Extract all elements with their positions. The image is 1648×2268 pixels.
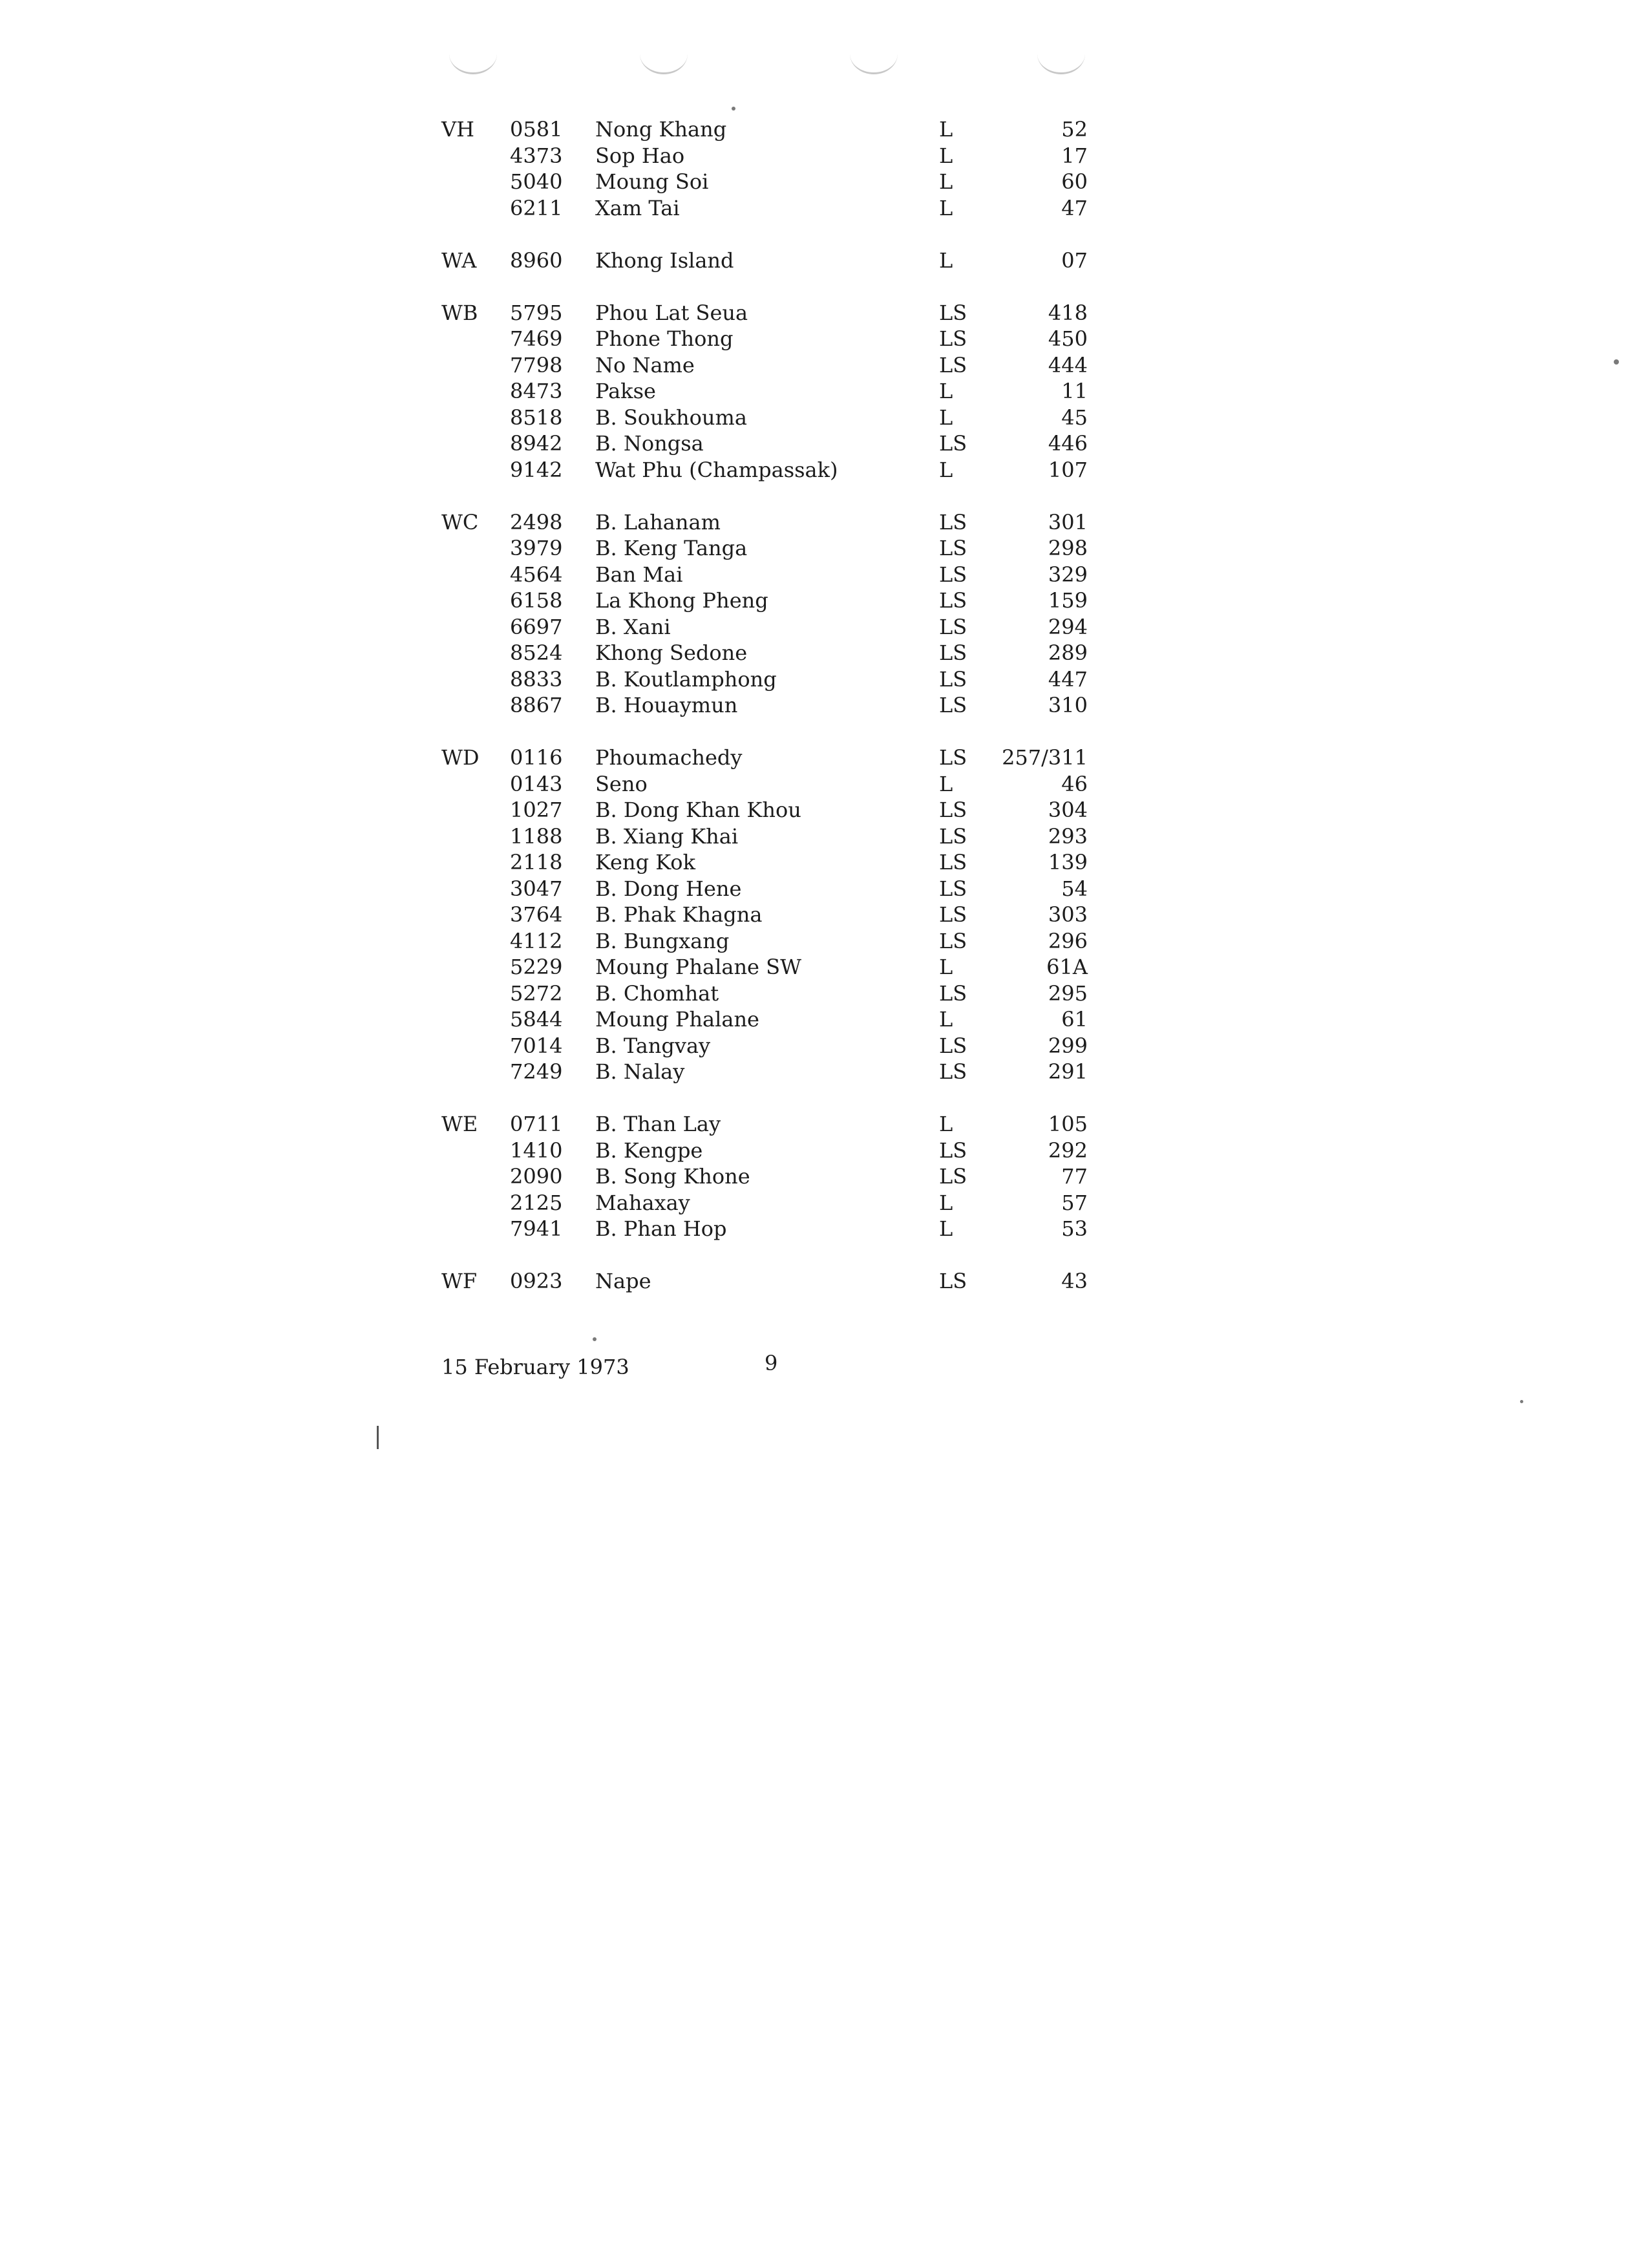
- site-number: 107: [1048, 457, 1088, 482]
- location-name: Moung Phalane SW: [595, 955, 801, 979]
- grid-number: 6158: [510, 588, 563, 613]
- site-number: 296: [1048, 928, 1088, 953]
- grid-number: 5229: [510, 955, 563, 979]
- table-row: [441, 614, 1101, 641]
- location-name: Khong Island: [595, 248, 734, 273]
- location-group: [441, 1111, 1101, 1242]
- grid-number: 7798: [510, 352, 563, 377]
- site-number: 45: [1061, 405, 1088, 430]
- location-name: Mahaxay: [595, 1190, 690, 1215]
- site-number: 298: [1048, 536, 1088, 560]
- punch-hole-mark: [449, 34, 497, 74]
- table-row: [441, 457, 1101, 483]
- location-name: Ban Mai: [595, 562, 683, 587]
- punch-hole-mark: [640, 34, 688, 74]
- table-row: [441, 195, 1101, 222]
- location-name: B. Nalay: [595, 1059, 685, 1084]
- location-group: [441, 116, 1101, 221]
- grid-number: 8473: [510, 379, 563, 403]
- grid-number: 5844: [510, 1007, 563, 1032]
- location-type: LS: [939, 352, 967, 377]
- site-number: 295: [1048, 980, 1088, 1006]
- site-number: 291: [1048, 1059, 1088, 1084]
- location-name: Moung Soi: [595, 169, 709, 194]
- table-row: [441, 535, 1101, 562]
- footer-date: 15 February 1973: [441, 1355, 629, 1379]
- table-row: [441, 1006, 1101, 1033]
- grid-number: 0581: [510, 117, 563, 142]
- table-row: [441, 588, 1101, 614]
- location-type: LS: [939, 509, 967, 535]
- dust-speck: [1520, 1400, 1523, 1403]
- table-row: [441, 1138, 1101, 1164]
- location-type: LS: [939, 588, 967, 613]
- group-prefix: WA: [441, 248, 477, 273]
- location-type: LS: [939, 1033, 967, 1058]
- location-type: L: [939, 405, 953, 430]
- grid-number: 8518: [510, 405, 563, 430]
- grid-number: 6697: [510, 614, 563, 639]
- site-number: 53: [1061, 1216, 1088, 1241]
- table-row: [441, 902, 1101, 928]
- table-row: [441, 666, 1101, 693]
- site-number: 77: [1061, 1164, 1088, 1189]
- table-row: [441, 143, 1101, 169]
- group-prefix: WF: [441, 1269, 478, 1293]
- grid-number: 6211: [510, 195, 563, 220]
- site-number: 292: [1048, 1138, 1088, 1163]
- punch-hole-mark: [1037, 34, 1085, 74]
- location-name: La Khong Pheng: [595, 588, 768, 613]
- table-row: [441, 1190, 1101, 1216]
- grid-number: 4373: [510, 143, 563, 168]
- table-row: [441, 326, 1101, 352]
- site-number: 57: [1061, 1190, 1088, 1215]
- table-row: [441, 378, 1101, 405]
- grid-number: 0143: [510, 771, 563, 796]
- location-type: LS: [939, 300, 967, 325]
- site-number: 52: [1061, 117, 1088, 142]
- table-row: [441, 849, 1101, 876]
- grid-number: 7014: [510, 1033, 563, 1058]
- site-number: 61: [1061, 1007, 1088, 1032]
- site-number: 444: [1048, 352, 1088, 377]
- site-number: 159: [1048, 588, 1088, 613]
- location-name: Sop Hao: [595, 143, 685, 168]
- table-row: [441, 692, 1101, 719]
- location-name: B. Houaymun: [595, 693, 738, 717]
- table-row: [441, 300, 1101, 326]
- table-row: [441, 405, 1101, 431]
- location-type: LS: [939, 536, 967, 560]
- table-row: [441, 954, 1101, 980]
- location-type: LS: [939, 902, 967, 927]
- location-name: Nape: [595, 1269, 651, 1293]
- grid-number: 5795: [510, 300, 563, 325]
- location-group: [441, 248, 1101, 274]
- location-name: B. Nongsa: [595, 431, 704, 456]
- location-type: LS: [939, 326, 967, 351]
- location-name: Phou Lat Seua: [595, 300, 748, 325]
- grid-number: 0711: [510, 1112, 563, 1136]
- site-number: 418: [1048, 300, 1088, 325]
- table-row: [441, 928, 1101, 955]
- location-type: LS: [939, 823, 967, 849]
- location-type: LS: [939, 693, 967, 717]
- location-name: Keng Kok: [595, 850, 695, 874]
- location-type: LS: [939, 431, 967, 456]
- table-row: [441, 1059, 1101, 1085]
- location-name: Wat Phu (Champassak): [595, 457, 838, 482]
- location-type: LS: [939, 641, 967, 665]
- location-name: Xam Tai: [595, 195, 680, 220]
- location-type: LS: [939, 1269, 967, 1293]
- location-group: [441, 745, 1101, 1085]
- location-name: B. Soukhouma: [595, 405, 747, 430]
- table-row: [441, 640, 1101, 666]
- table-row: [441, 797, 1101, 823]
- group-prefix: WD: [441, 745, 480, 770]
- location-type: L: [939, 248, 953, 273]
- site-number: 46: [1061, 771, 1088, 796]
- location-type: L: [939, 379, 953, 403]
- grid-number: 7941: [510, 1216, 563, 1241]
- grid-number: 4564: [510, 562, 563, 587]
- location-name: B. Koutlamphong: [595, 666, 777, 692]
- table-row: [441, 169, 1101, 195]
- location-name: B. Dong Hene: [595, 876, 742, 901]
- table-row: [441, 1033, 1101, 1059]
- group-prefix: WC: [441, 509, 479, 535]
- site-number: 60: [1061, 169, 1088, 194]
- table-row: [441, 509, 1101, 536]
- grid-number: 8942: [510, 431, 563, 456]
- site-number: 11: [1061, 379, 1088, 403]
- location-type: LS: [939, 1138, 967, 1163]
- location-type: LS: [939, 562, 967, 587]
- table-row: [441, 823, 1101, 850]
- grid-number: 7469: [510, 326, 563, 351]
- location-type: L: [939, 457, 953, 482]
- location-type: LS: [939, 980, 967, 1006]
- table-row: [441, 1216, 1101, 1242]
- grid-number: 8524: [510, 641, 563, 665]
- location-name: B. Kengpe: [595, 1138, 703, 1163]
- grid-number: 1410: [510, 1138, 563, 1163]
- site-number: 43: [1061, 1269, 1088, 1293]
- table-row: [441, 562, 1101, 588]
- location-group: [441, 509, 1101, 719]
- location-name: Khong Sedone: [595, 641, 748, 665]
- location-type: LS: [939, 928, 967, 953]
- dust-speck: [732, 107, 735, 111]
- location-type: L: [939, 955, 953, 979]
- location-type: L: [939, 195, 953, 220]
- grid-number: 7249: [510, 1059, 563, 1084]
- table-row: [441, 876, 1101, 902]
- dust-speck: [593, 1337, 597, 1341]
- margin-mark: [377, 1426, 379, 1449]
- grid-number: 1027: [510, 798, 563, 822]
- location-type: L: [939, 1112, 953, 1136]
- site-number: 17: [1061, 143, 1088, 168]
- location-name: B. Tangvay: [595, 1033, 711, 1058]
- location-name: B. Song Khone: [595, 1164, 750, 1189]
- location-type: L: [939, 117, 953, 142]
- table-row: [441, 430, 1101, 457]
- location-name: B. Bungxang: [595, 928, 730, 953]
- group-prefix: WE: [441, 1112, 478, 1136]
- grid-number: 8867: [510, 693, 563, 717]
- site-number: 446: [1048, 431, 1088, 456]
- location-name: Nong Khang: [595, 117, 727, 142]
- group-prefix: VH: [441, 117, 475, 142]
- location-type: LS: [939, 614, 967, 639]
- location-type: L: [939, 143, 953, 168]
- table-row: [441, 1268, 1101, 1295]
- location-name: No Name: [595, 352, 695, 377]
- grid-number: 2118: [510, 850, 563, 874]
- table-row: [441, 1111, 1101, 1138]
- table-row: [441, 771, 1101, 798]
- location-name: Phone Thong: [595, 326, 734, 351]
- grid-number: 3979: [510, 536, 563, 560]
- location-type: L: [939, 1190, 953, 1215]
- location-type: LS: [939, 745, 967, 770]
- location-type: LS: [939, 798, 967, 822]
- group-prefix: WB: [441, 300, 478, 325]
- site-number: 07: [1061, 248, 1088, 273]
- location-name: B. Phan Hop: [595, 1216, 727, 1241]
- site-number: 105: [1048, 1112, 1088, 1136]
- page-footer: [441, 1351, 778, 1380]
- dust-speck: [1614, 359, 1619, 365]
- location-name: B. Than Lay: [595, 1112, 721, 1136]
- site-number: 47: [1061, 195, 1088, 220]
- grid-number: 1188: [510, 823, 563, 849]
- table-row: [441, 116, 1101, 143]
- location-type: LS: [939, 850, 967, 874]
- site-number: 303: [1048, 902, 1088, 927]
- table-row: [441, 980, 1101, 1007]
- site-number: 294: [1048, 614, 1088, 639]
- page-number: 9: [765, 1351, 778, 1375]
- table-row: [441, 352, 1101, 379]
- location-name: Phoumachedy: [595, 745, 743, 770]
- grid-number: 2125: [510, 1190, 563, 1215]
- location-name: Pakse: [595, 379, 656, 403]
- grid-number: 2090: [510, 1164, 563, 1189]
- site-number: 289: [1048, 641, 1088, 665]
- grid-number: 4112: [510, 928, 563, 953]
- table-row: [441, 745, 1101, 771]
- location-type: LS: [939, 1164, 967, 1189]
- site-number: 54: [1061, 876, 1088, 901]
- location-name: B. Dong Khan Khou: [595, 798, 801, 822]
- grid-number: 8833: [510, 666, 563, 692]
- grid-number: 0116: [510, 745, 563, 770]
- location-table: [441, 116, 1101, 1320]
- location-group: [441, 1268, 1101, 1295]
- location-type: L: [939, 1216, 953, 1241]
- site-number: 301: [1048, 509, 1088, 535]
- location-name: B. Xani: [595, 614, 671, 639]
- site-number: 450: [1048, 326, 1088, 351]
- location-name: B. Keng Tanga: [595, 536, 748, 560]
- site-number: 257/311: [1002, 745, 1088, 770]
- grid-number: 0923: [510, 1269, 563, 1293]
- grid-number: 2498: [510, 509, 563, 535]
- site-number: 139: [1048, 850, 1088, 874]
- location-group: [441, 300, 1101, 483]
- punch-hole-mark: [850, 34, 898, 74]
- site-number: 304: [1048, 798, 1088, 822]
- location-type: L: [939, 771, 953, 796]
- grid-number: 3047: [510, 876, 563, 901]
- location-name: B. Phak Khagna: [595, 902, 763, 927]
- site-number: 447: [1048, 666, 1088, 692]
- site-number: 329: [1048, 562, 1088, 587]
- location-type: LS: [939, 1059, 967, 1084]
- site-number: 310: [1048, 693, 1088, 717]
- location-name: B. Lahanam: [595, 509, 721, 535]
- site-number: 61A: [1046, 955, 1088, 979]
- table-row: [441, 248, 1101, 274]
- location-type: L: [939, 169, 953, 194]
- grid-number: 3764: [510, 902, 563, 927]
- grid-number: 5040: [510, 169, 563, 194]
- grid-number: 9142: [510, 457, 563, 482]
- grid-number: 5272: [510, 980, 563, 1006]
- site-number: 293: [1048, 823, 1088, 849]
- location-type: L: [939, 1007, 953, 1032]
- location-name: Moung Phalane: [595, 1007, 759, 1032]
- location-type: LS: [939, 666, 967, 692]
- location-name: B. Chomhat: [595, 980, 719, 1006]
- location-name: Seno: [595, 771, 648, 796]
- site-number: 299: [1048, 1033, 1088, 1058]
- location-type: LS: [939, 876, 967, 901]
- location-name: B. Xiang Khai: [595, 823, 739, 849]
- table-row: [441, 1163, 1101, 1190]
- grid-number: 8960: [510, 248, 563, 273]
